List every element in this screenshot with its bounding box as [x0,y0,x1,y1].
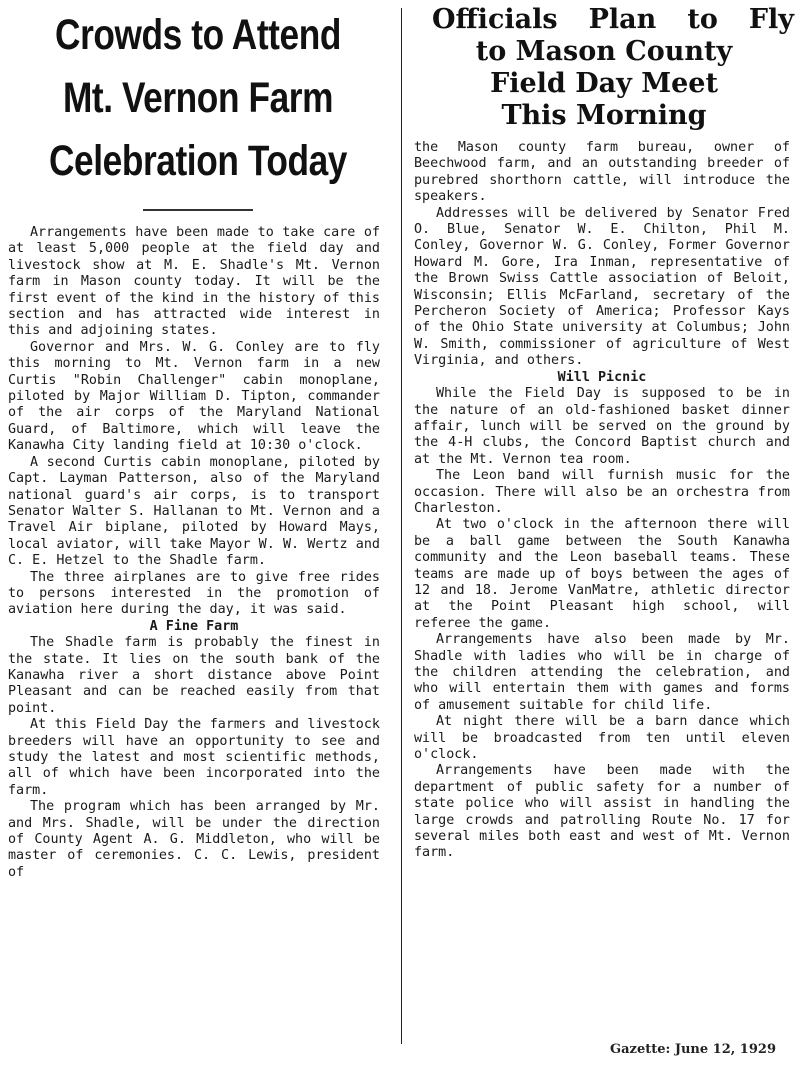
column-divider [401,8,402,1044]
right-headline [412,4,796,132]
article-paragraph: The program which has been arranged by Mr. and Mrs. Shadle, will be under the direction of County Agent A. G. Middleton, who will be master of ceremonies. C. C. Lewis, president of [8,799,380,880]
left-headline-line-1: Crowds to Attend [55,11,341,59]
headline-divider [143,209,253,211]
source-credit: Gazette: June 12, 1929 [610,1042,776,1057]
left-headline-line-2: Mt. Vernon Farm [62,74,334,122]
article-paragraph: Governor and Mrs. W. G. Conley are to fly this morning to Mt. Vernon farm in a new Curtis "Robin Challenger" cabin monoplane, piloted by Major William D. Tipton, commander of the air corps of the Maryland National Guard, of Baltimore, which will leave the Kanawha City landing field at 10:30 o'clock. [8,339,380,454]
right-article-body [412,140,796,862]
article-paragraph: The Shadle farm is probably the finest in the state. It lies on the south bank of the Kanawha river a short distance above Point Pleasant and can be reached easily from that point. [8,635,380,716]
article-paragraph: At this Field Day the farmers and livestock breeders will have an opportunity to see and study the latest and most scientific methods, all of which have been incorporated into the farm. [8,717,380,798]
headline-word: Fly [748,4,794,35]
article-paragraph: A second Curtis cabin monoplane, piloted by Capt. Layman Patterson, also of the Maryland national guard's air corps, is to transport Senator Walter S. Hallanan to Mt. Vernon and a Travel Air biplane, piloted by Howard Mays, local aviator, will take Mayor W. W. Wertz and C. E. Hetzel to the Shadle farm. [8,454,380,569]
article-paragraph: Addresses will be delivered by Senator Fred O. Blue, Senator W. E. Chilton, Phil M. Conley, Governor W. G. Conley, Former Governor Howard M. Gore, Ira Inman, representative of the Brown Swiss Cattle association of Beloit, Wisconsin; Ellis McFarland, secretary of the Percheron Society of America; Professor Kays of the Ohio State university at Columbus; John W. Smith, commissioner of agriculture of West Virginia, and others. [414,205,790,369]
article-paragraph: The three airplanes are to give free rides to persons interested in the promotion of aviation here during the day, it was said. [8,569,380,618]
headline-word: to [687,4,718,35]
left-article-body [2,225,394,881]
article-paragraph: At two o'clock in the afternoon there will be a ball game between the South Kanawha community and the Leon baseball teams. These teams are made up of boys between the ages of 12 and 18. Jerome VanMatre, athletic director at the Point Pleasant high school, will referee the game. [414,517,790,631]
right-article [412,4,796,862]
article-paragraph: At night there will be a barn dance which will be broadcasted from ten until eleven o'clock. [414,714,790,763]
article-paragraph: The Leon band will furnish music for the occasion. There will also be an orchestra from Charleston. [414,468,790,516]
right-headline-line-1 [412,4,796,36]
left-article [2,4,394,881]
headline-word: Officials [432,4,558,35]
right-headline-line-4: This Morning [501,100,707,131]
article-paragraph: Arrangements have also been made by Mr. Shadle with ladies who will be in charge of the children attending the celebration, and who will entertain them with games and forms of amusement suitable for child life. [414,632,790,713]
right-headline-line-2: to Mason County [475,36,733,67]
article-paragraph: Arrangements have been made with the department of public safety for a number of state police who will assist in handling the large crowds and patrolling Route No. 17 for several miles both east and west of Mt. Vernon farm. [414,763,790,861]
article-paragraph: Arrangements have been made to take care of at least 5,000 people at the field day and livestock show at M. E. Shadle's Mt. Vernon farm in Mason county today. It will be the first event of the kind in the history of this section and has attracted wide interest in this and adjoining states. [8,225,380,339]
headline-word: Plan [588,4,657,35]
right-subhead: Will Picnic [557,369,647,385]
left-subhead: A Fine Farm [149,618,239,634]
article-paragraph: the Mason county farm bureau, owner of Beechwood farm, and an outstanding breeder of purebred shorthorn cattle, will introduce the speakers. [414,140,790,205]
left-headline-line-3: Celebration Today [48,137,348,185]
right-headline-line-3: Field Day Meet [490,68,718,99]
article-paragraph: While the Field Day is supposed to be in the nature of an old-fashioned basket dinner affair, lunch will be served on the ground by the 4-H clubs, the Concord Baptist church and at the Mt. Vernon tea room. [414,386,790,467]
